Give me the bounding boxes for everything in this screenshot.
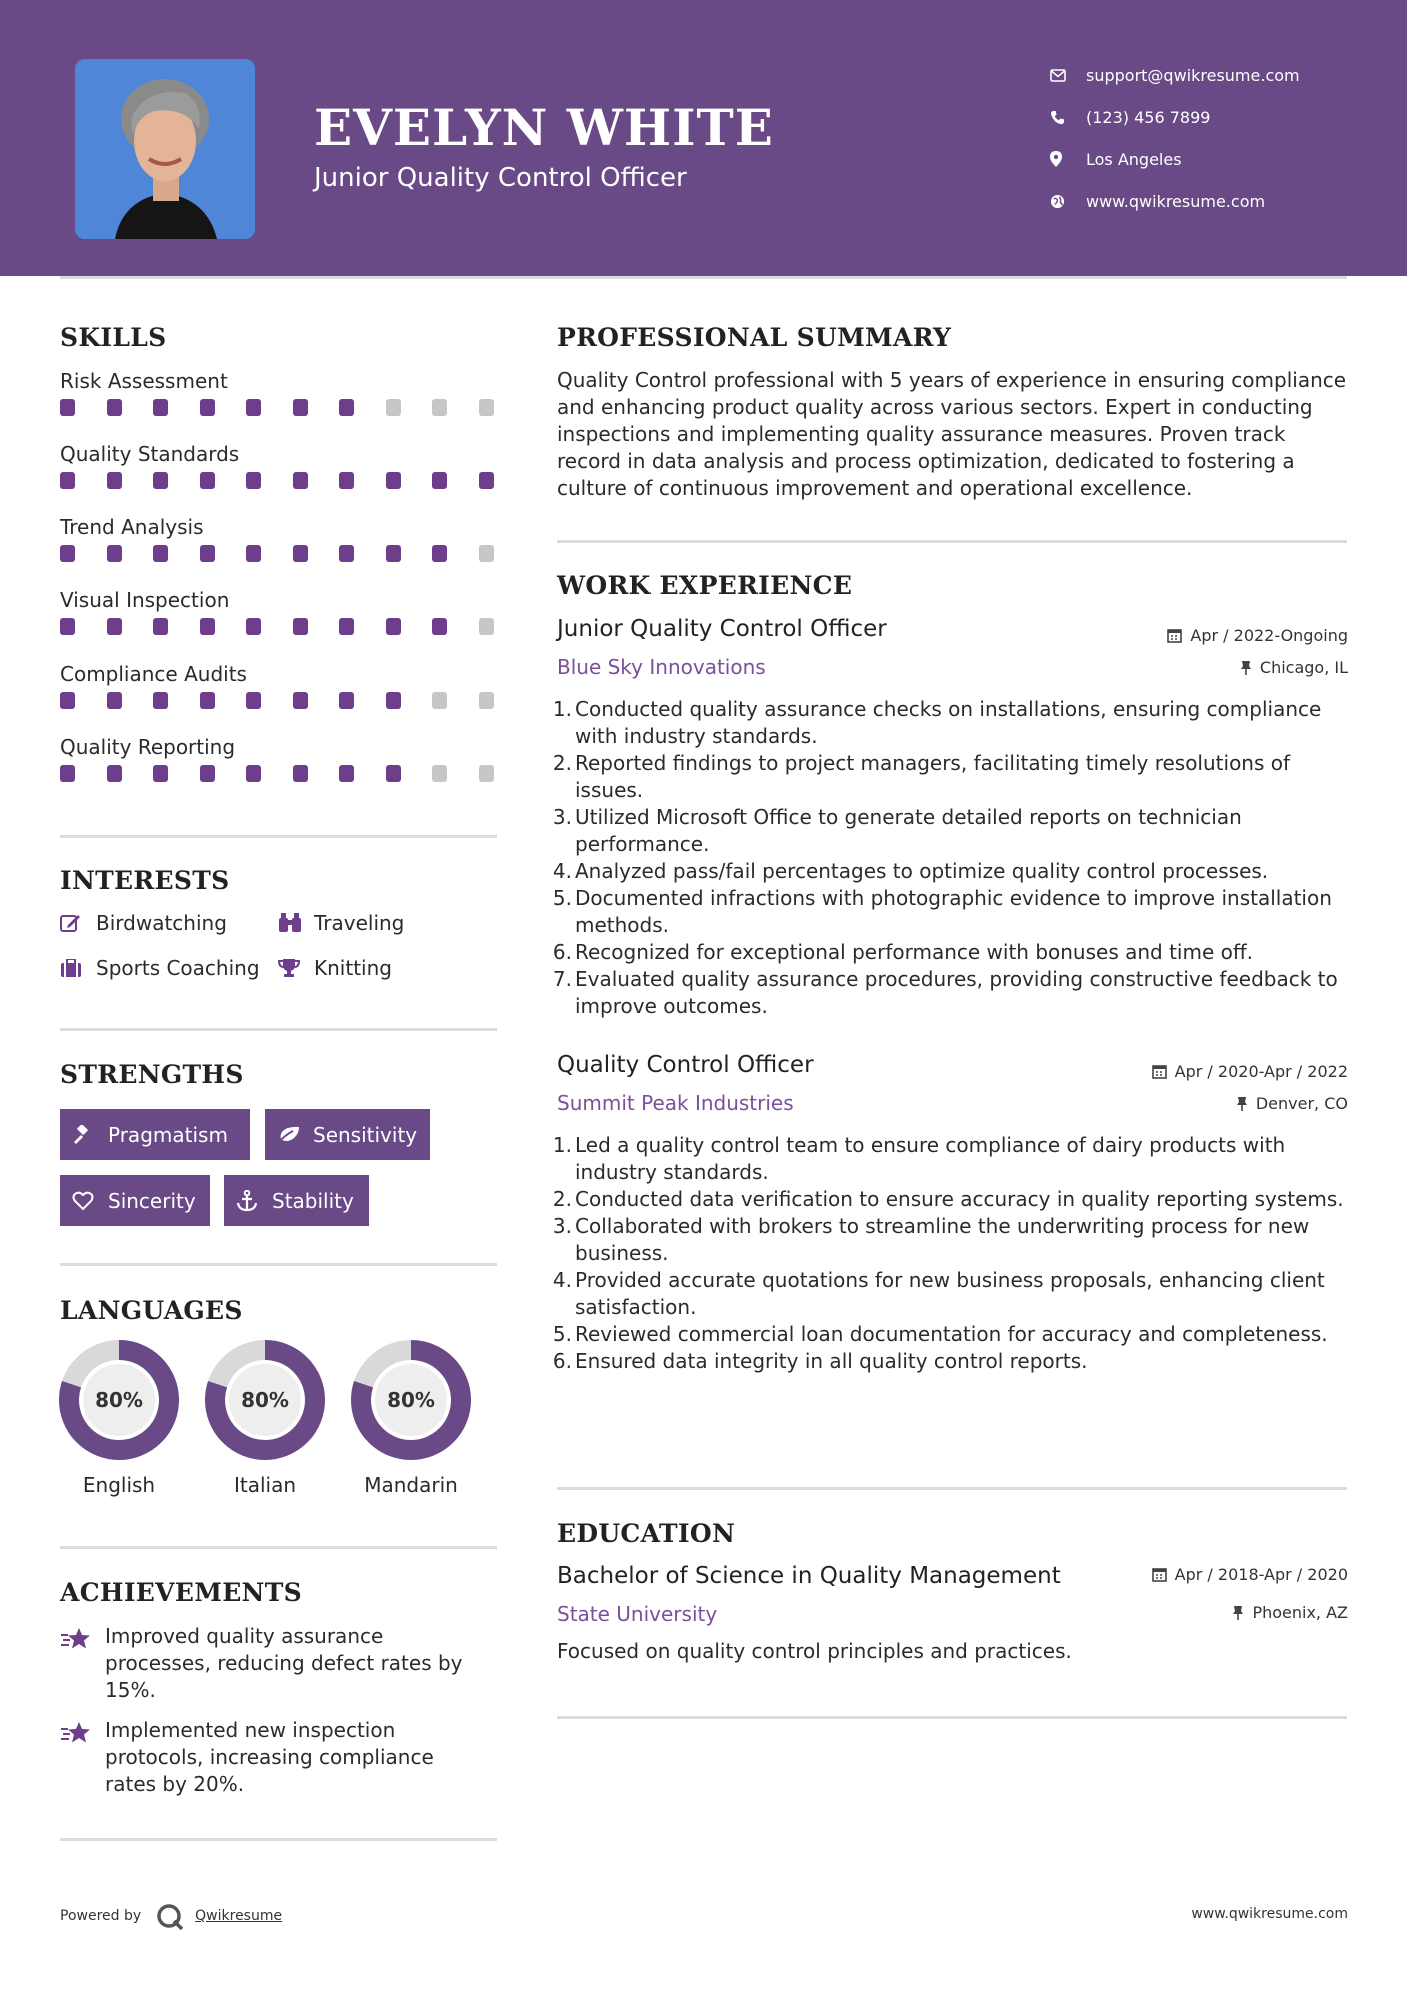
powered-by bbox=[60, 1902, 282, 1930]
summary-heading: PROFESSIONAL SUMMARY bbox=[557, 323, 952, 352]
trophy-icon bbox=[278, 958, 314, 978]
footer-website[interactable]: www.qwikresume.com bbox=[1191, 1906, 1348, 1922]
skill-dot-filled bbox=[107, 765, 122, 782]
contact-list bbox=[1050, 54, 1380, 222]
bullet-item: 1. Led a quality control team to ensure compliance of dairy products with industry standards. bbox=[551, 1132, 1352, 1186]
candidate-name: EVELYN WHITE bbox=[314, 98, 774, 157]
skill-dot-filled bbox=[246, 399, 261, 416]
language-item bbox=[57, 1338, 181, 1497]
bullet-item: 1. Conducted quality assurance checks on installations, ensuring compliance with industry standards. bbox=[551, 696, 1352, 750]
skill-rating bbox=[60, 472, 500, 492]
skill-dot-filled bbox=[200, 399, 215, 416]
skill-dot-filled bbox=[386, 765, 401, 782]
skill-dot-filled bbox=[60, 692, 75, 709]
skill-dot-filled bbox=[386, 692, 401, 709]
skill-dot-filled bbox=[293, 472, 308, 489]
anchor-icon bbox=[236, 1190, 272, 1212]
contact-website[interactable] bbox=[1050, 180, 1380, 222]
bullet-text: Reported findings to project managers, facilitating timely resolutions of issues. bbox=[575, 751, 1291, 802]
company-name: Blue Sky Innovations bbox=[557, 655, 766, 679]
skills-heading: SKILLS bbox=[60, 323, 167, 352]
strengths-heading: STRENGTHS bbox=[60, 1060, 244, 1089]
interest-label: Birdwatching bbox=[96, 911, 227, 935]
section-divider bbox=[60, 1838, 497, 1841]
bullet-item: 5. Documented infractions with photographic evidence to improve installation methods. bbox=[551, 885, 1352, 939]
job-dates bbox=[1167, 626, 1348, 645]
interest-label: Knitting bbox=[314, 956, 392, 980]
job-location bbox=[1236, 1094, 1348, 1113]
job-dates bbox=[1152, 1062, 1348, 1081]
job-location-text: Denver, CO bbox=[1255, 1094, 1348, 1113]
skill-dot-filled bbox=[432, 618, 447, 635]
powered-by-label: Powered by bbox=[60, 1908, 142, 1924]
header-divider bbox=[60, 276, 1347, 279]
skill-name: Quality Reporting bbox=[60, 735, 236, 759]
section-divider bbox=[557, 1487, 1347, 1490]
bullet-text: Provided accurate quotations for new business proposals, enhancing client satisfaction. bbox=[575, 1268, 1325, 1319]
edit-icon bbox=[60, 913, 96, 933]
pushpin-icon bbox=[1232, 1605, 1244, 1620]
achievement-item bbox=[60, 1717, 500, 1798]
achievement-text: Improved quality assurance processes, reducing defect rates by 15%. bbox=[105, 1624, 463, 1702]
bullet-text: Documented infractions with photographic evidence to improve installation methods. bbox=[575, 886, 1332, 937]
skill-dot-empty bbox=[432, 765, 447, 782]
bullet-text: Led a quality control team to ensure compliance of dairy products with industry standards. bbox=[575, 1133, 1286, 1184]
phone-icon bbox=[1050, 110, 1086, 125]
language-name: Mandarin bbox=[364, 1473, 458, 1497]
skill-dot-filled bbox=[339, 472, 354, 489]
contact-location bbox=[1050, 138, 1380, 180]
skill-rating bbox=[60, 618, 500, 638]
education-dates-text: Apr / 2018-Apr / 2020 bbox=[1174, 1565, 1348, 1584]
skill-name: Visual Inspection bbox=[60, 588, 230, 612]
bullet-text: Collaborated with brokers to streamline the underwriting process for new business. bbox=[575, 1214, 1310, 1265]
heart-icon bbox=[72, 1191, 108, 1211]
skill-dot-empty bbox=[479, 765, 494, 782]
job-location bbox=[1240, 658, 1348, 677]
binoculars-icon bbox=[278, 913, 314, 933]
skill-item bbox=[60, 369, 500, 419]
strength-tag bbox=[60, 1109, 250, 1160]
interest-label: Traveling bbox=[314, 911, 405, 935]
contact-phone-text: (123) 456 7899 bbox=[1086, 107, 1211, 127]
skill-dot-filled bbox=[60, 765, 75, 782]
bullet-text: Analyzed pass/fail percentages to optimize quality control processes. bbox=[575, 859, 1269, 883]
interests-heading: INTERESTS bbox=[60, 866, 230, 895]
skill-dot-filled bbox=[200, 545, 215, 562]
section-divider bbox=[60, 1028, 497, 1031]
gavel-icon bbox=[72, 1125, 108, 1145]
bullet-text: Conducted data verification to ensure accuracy in quality reporting systems. bbox=[575, 1187, 1344, 1211]
achievement-item bbox=[60, 1623, 500, 1704]
skill-dot-filled bbox=[339, 765, 354, 782]
profile-photo bbox=[75, 59, 255, 239]
skill-dot-filled bbox=[153, 618, 168, 635]
school-name: State University bbox=[557, 1602, 718, 1626]
skill-dot-filled bbox=[339, 399, 354, 416]
skill-rating bbox=[60, 545, 500, 565]
language-item bbox=[203, 1338, 327, 1497]
bullet-item: 3. Collaborated with brokers to streamline the underwriting process for new business. bbox=[551, 1213, 1352, 1267]
bullet-text: Conducted quality assurance checks on installations, ensuring compliance with industry standards. bbox=[575, 697, 1322, 748]
education-dates bbox=[1152, 1565, 1348, 1584]
degree-title: Bachelor of Science in Quality Management bbox=[557, 1563, 1061, 1589]
leaf-icon bbox=[277, 1126, 313, 1144]
achievements-heading: ACHIEVEMENTS bbox=[60, 1578, 302, 1607]
skill-item bbox=[60, 662, 500, 712]
skill-rating bbox=[60, 692, 500, 712]
portrait-image bbox=[75, 59, 255, 239]
skill-dot-empty bbox=[432, 399, 447, 416]
job-dates-text: Apr / 2022-Ongoing bbox=[1190, 626, 1348, 645]
pushpin-icon bbox=[1236, 1096, 1248, 1111]
bullet-item: 2. Reported findings to project managers, facilitating timely resolutions of issues. bbox=[551, 750, 1352, 804]
skill-dot-filled bbox=[339, 545, 354, 562]
strength-label: Sensitivity bbox=[313, 1122, 418, 1147]
skill-dot-filled bbox=[432, 545, 447, 562]
bullet-text: Ensured data integrity in all quality control reports. bbox=[575, 1349, 1088, 1373]
section-divider bbox=[557, 540, 1347, 543]
section-divider bbox=[60, 835, 497, 838]
bullet-item: 4. Analyzed pass/fail percentages to optimize quality control processes. bbox=[551, 858, 1352, 885]
skill-dot-filled bbox=[107, 692, 122, 709]
skill-rating bbox=[60, 399, 500, 419]
skill-dot-filled bbox=[153, 472, 168, 489]
skill-dot-empty bbox=[479, 545, 494, 562]
location-pin-icon bbox=[1050, 151, 1086, 167]
strength-tag bbox=[224, 1175, 369, 1226]
interest-label: Sports Coaching bbox=[96, 956, 260, 980]
skill-dot-filled bbox=[386, 545, 401, 562]
strength-tag bbox=[265, 1109, 430, 1160]
bullet-item: 4. Provided accurate quotations for new business proposals, enhancing client satisfaction. bbox=[551, 1267, 1352, 1321]
education-description: Focused on quality control principles and practices. bbox=[557, 1639, 1072, 1663]
skill-dot-filled bbox=[386, 618, 401, 635]
experience-heading: WORK EXPERIENCE bbox=[557, 571, 853, 600]
languages-heading: LANGUAGES bbox=[60, 1296, 243, 1325]
skill-dot-empty bbox=[479, 399, 494, 416]
skill-dot-filled bbox=[200, 618, 215, 635]
skill-dot-filled bbox=[60, 545, 75, 562]
skill-dot-empty bbox=[479, 692, 494, 709]
skill-dot-filled bbox=[293, 765, 308, 782]
language-percent: 80% bbox=[95, 1388, 143, 1412]
skill-dot-filled bbox=[479, 472, 494, 489]
globe-icon bbox=[1050, 194, 1086, 209]
strength-label: Pragmatism bbox=[108, 1122, 228, 1147]
skill-dot-filled bbox=[153, 692, 168, 709]
bullet-text: Reviewed commercial loan documentation for accuracy and completeness. bbox=[575, 1322, 1328, 1346]
bullet-item: 2. Conducted data verification to ensure accuracy in quality reporting systems. bbox=[551, 1186, 1352, 1213]
skill-dot-empty bbox=[432, 692, 447, 709]
calendar-icon bbox=[1152, 1064, 1167, 1079]
skill-item bbox=[60, 735, 500, 785]
section-divider bbox=[60, 1263, 497, 1266]
summary-text: Quality Control professional with 5 years of experience in ensuring compliance and enhancing product quality across various sectors. Expert in conducting inspections and implementing quality assurance measures. Proven track record in data analysis and process optimization, dedicated to fostering a culture of continuous improvement and operational excellence. bbox=[557, 368, 1347, 500]
pushpin-icon bbox=[1240, 660, 1252, 675]
skill-dot-filled bbox=[293, 692, 308, 709]
job-location-text: Chicago, IL bbox=[1259, 658, 1348, 677]
bullet-text: Evaluated quality assurance procedures, providing constructive feedback to improve outcomes. bbox=[575, 967, 1338, 1018]
envelope-icon bbox=[1050, 69, 1086, 82]
skill-item bbox=[60, 588, 500, 638]
skill-dot-filled bbox=[293, 545, 308, 562]
skill-name: Risk Assessment bbox=[60, 369, 228, 393]
skill-dot-filled bbox=[246, 765, 261, 782]
skill-name: Quality Standards bbox=[60, 442, 240, 466]
skill-dot-filled bbox=[107, 399, 122, 416]
language-percent: 80% bbox=[241, 1388, 289, 1412]
job-dates-text: Apr / 2020-Apr / 2022 bbox=[1174, 1062, 1348, 1081]
job-title: Quality Control Officer bbox=[557, 1052, 814, 1078]
skill-dot-filled bbox=[153, 765, 168, 782]
bullet-item: 7. Evaluated quality assurance procedures, providing constructive feedback to improve outcomes. bbox=[551, 966, 1352, 1020]
section-divider bbox=[60, 1546, 497, 1549]
bullet-text: Utilized Microsoft Office to generate detailed reports on technician performance. bbox=[575, 805, 1242, 856]
skill-dot-filled bbox=[246, 692, 261, 709]
education-location-text: Phoenix, AZ bbox=[1252, 1603, 1348, 1622]
interest-item bbox=[278, 911, 404, 935]
skill-dot-filled bbox=[293, 618, 308, 635]
skill-dot-empty bbox=[479, 618, 494, 635]
contact-email[interactable] bbox=[1050, 54, 1380, 96]
company-name: Summit Peak Industries bbox=[557, 1091, 794, 1115]
qwikresume-logo-icon bbox=[155, 1902, 185, 1930]
skill-dot-filled bbox=[60, 618, 75, 635]
job-title: Junior Quality Control Officer bbox=[557, 616, 887, 642]
skill-dot-filled bbox=[246, 472, 261, 489]
contact-phone[interactable] bbox=[1050, 96, 1380, 138]
skill-dot-filled bbox=[246, 545, 261, 562]
skill-item bbox=[60, 442, 500, 492]
skill-dot-filled bbox=[293, 399, 308, 416]
skill-rating bbox=[60, 765, 500, 785]
star-icon bbox=[60, 1717, 105, 1798]
skill-name: Compliance Audits bbox=[60, 662, 247, 686]
calendar-icon bbox=[1152, 1567, 1167, 1582]
education-heading: EDUCATION bbox=[557, 1519, 736, 1548]
briefcase-icon bbox=[60, 959, 96, 978]
skill-dot-filled bbox=[153, 399, 168, 416]
skill-name: Trend Analysis bbox=[60, 515, 204, 539]
skill-dot-empty bbox=[386, 399, 401, 416]
bullet-item: 5. Reviewed commercial loan documentation for accuracy and completeness. bbox=[551, 1321, 1352, 1348]
calendar-icon bbox=[1167, 628, 1182, 643]
contact-location-text: Los Angeles bbox=[1086, 149, 1182, 169]
language-name: English bbox=[82, 1473, 156, 1497]
bullet-text: Recognized for exceptional performance with bonuses and time off. bbox=[575, 940, 1254, 964]
skill-dot-filled bbox=[339, 692, 354, 709]
skill-item bbox=[60, 515, 500, 565]
bullet-item: 6. Recognized for exceptional performance with bonuses and time off. bbox=[551, 939, 1352, 966]
job-bullets bbox=[551, 1132, 1352, 1375]
skill-dot-filled bbox=[339, 618, 354, 635]
strength-label: Stability bbox=[272, 1188, 354, 1213]
skill-dot-filled bbox=[200, 472, 215, 489]
education-location bbox=[1232, 1603, 1348, 1622]
section-divider bbox=[557, 1716, 1347, 1719]
skill-dot-filled bbox=[432, 472, 447, 489]
skill-dot-filled bbox=[386, 472, 401, 489]
candidate-title: Junior Quality Control Officer bbox=[314, 163, 687, 193]
language-percent: 80% bbox=[387, 1388, 435, 1412]
star-icon bbox=[60, 1623, 105, 1704]
skill-dot-filled bbox=[200, 765, 215, 782]
strength-label: Sincerity bbox=[108, 1188, 196, 1213]
interest-item bbox=[60, 911, 227, 935]
interest-item bbox=[60, 956, 260, 980]
contact-website-text: www.qwikresume.com bbox=[1086, 191, 1266, 211]
bullet-item: 6. Ensured data integrity in all quality control reports. bbox=[551, 1348, 1352, 1375]
skill-dot-filled bbox=[107, 545, 122, 562]
skill-dot-filled bbox=[153, 545, 168, 562]
achievement-text: Implemented new inspection protocols, increasing compliance rates by 20%. bbox=[105, 1718, 434, 1796]
strength-tag bbox=[60, 1175, 210, 1226]
resume-header bbox=[0, 0, 1407, 276]
skill-dot-filled bbox=[60, 472, 75, 489]
qwikresume-link[interactable]: Qwikresume bbox=[195, 1908, 283, 1924]
skill-dot-filled bbox=[60, 399, 75, 416]
language-item bbox=[349, 1338, 473, 1497]
language-name: Italian bbox=[233, 1473, 297, 1497]
bullet-item: 3. Utilized Microsoft Office to generate detailed reports on technician performance. bbox=[551, 804, 1352, 858]
contact-email-text: support@qwikresume.com bbox=[1086, 65, 1300, 85]
skill-dot-filled bbox=[200, 692, 215, 709]
skill-dot-filled bbox=[107, 618, 122, 635]
job-bullets bbox=[551, 696, 1352, 1020]
interest-item bbox=[278, 956, 392, 980]
skill-dot-filled bbox=[246, 618, 261, 635]
skill-dot-filled bbox=[107, 472, 122, 489]
